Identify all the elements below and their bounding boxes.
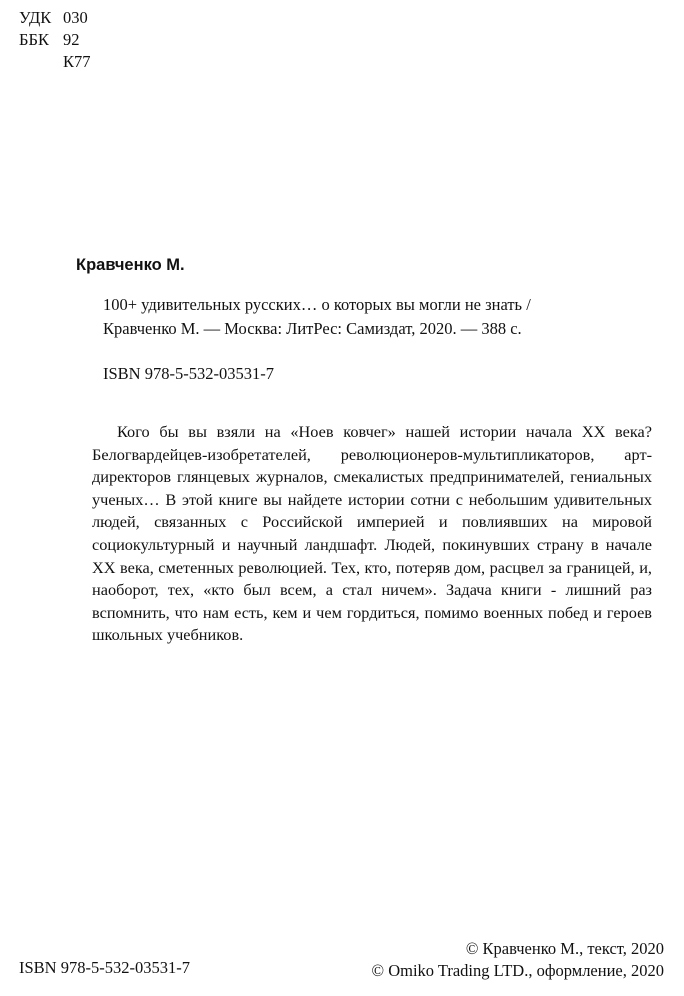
copyright-design: © Omiko Trading LTD., оформление, 2020 (371, 961, 664, 980)
author-mark-row (19, 51, 91, 73)
udk-row (19, 7, 91, 29)
bibliographic-description (76, 293, 636, 341)
udk-value: 030 (63, 8, 88, 27)
bbk-row (19, 29, 91, 51)
copyright-text: © Кравченко М., текст, 2020 (465, 939, 664, 958)
isbn-bottom: ISBN 978-5-532-03531-7 (19, 958, 190, 977)
author-mark: К77 (63, 52, 91, 71)
bbk-value: 92 (63, 30, 80, 49)
bbk-label: ББК (19, 30, 49, 49)
publication-line: Кравченко М. — Москва: ЛитРес: Самиздат, 2020. — 388 с. (103, 319, 522, 338)
copyright-block (372, 938, 664, 982)
abstract-paragraph: Кого бы вы взяли на «Ноев ковчег» нашей истории начала XX века? Белогвардейцев-изобретателей, революционеров-мультипликаторов, арт-директоров глянцевых журналов, смекалистых предпринимателей, гениальных ученых… В этой книге вы найдете истории сотни с небольшим удивительных людей, связанных с Российской империей и повлиявших на мировой социокультурный и научный ландшафт. Людей, покинувших страну в начале XX века, сметенных революцией. Тех, кто, потеряв дом, расцвел за границей, и, наоборот, тех, «кто был всем, а стал ничем». Задача книги - лишний раз вспомнить, что нам есть, кем и чем гордиться, помимо военных побед и героев школьных учебников. (92, 422, 652, 645)
udk-label: УДК (19, 8, 52, 27)
author-heading: Кравченко М. (76, 256, 185, 274)
title-line: 100+ удивительных русских… о которых вы могли не знать / (103, 295, 531, 314)
isbn-main: ISBN 978-5-532-03531-7 (103, 364, 274, 383)
classification-block (19, 7, 91, 73)
